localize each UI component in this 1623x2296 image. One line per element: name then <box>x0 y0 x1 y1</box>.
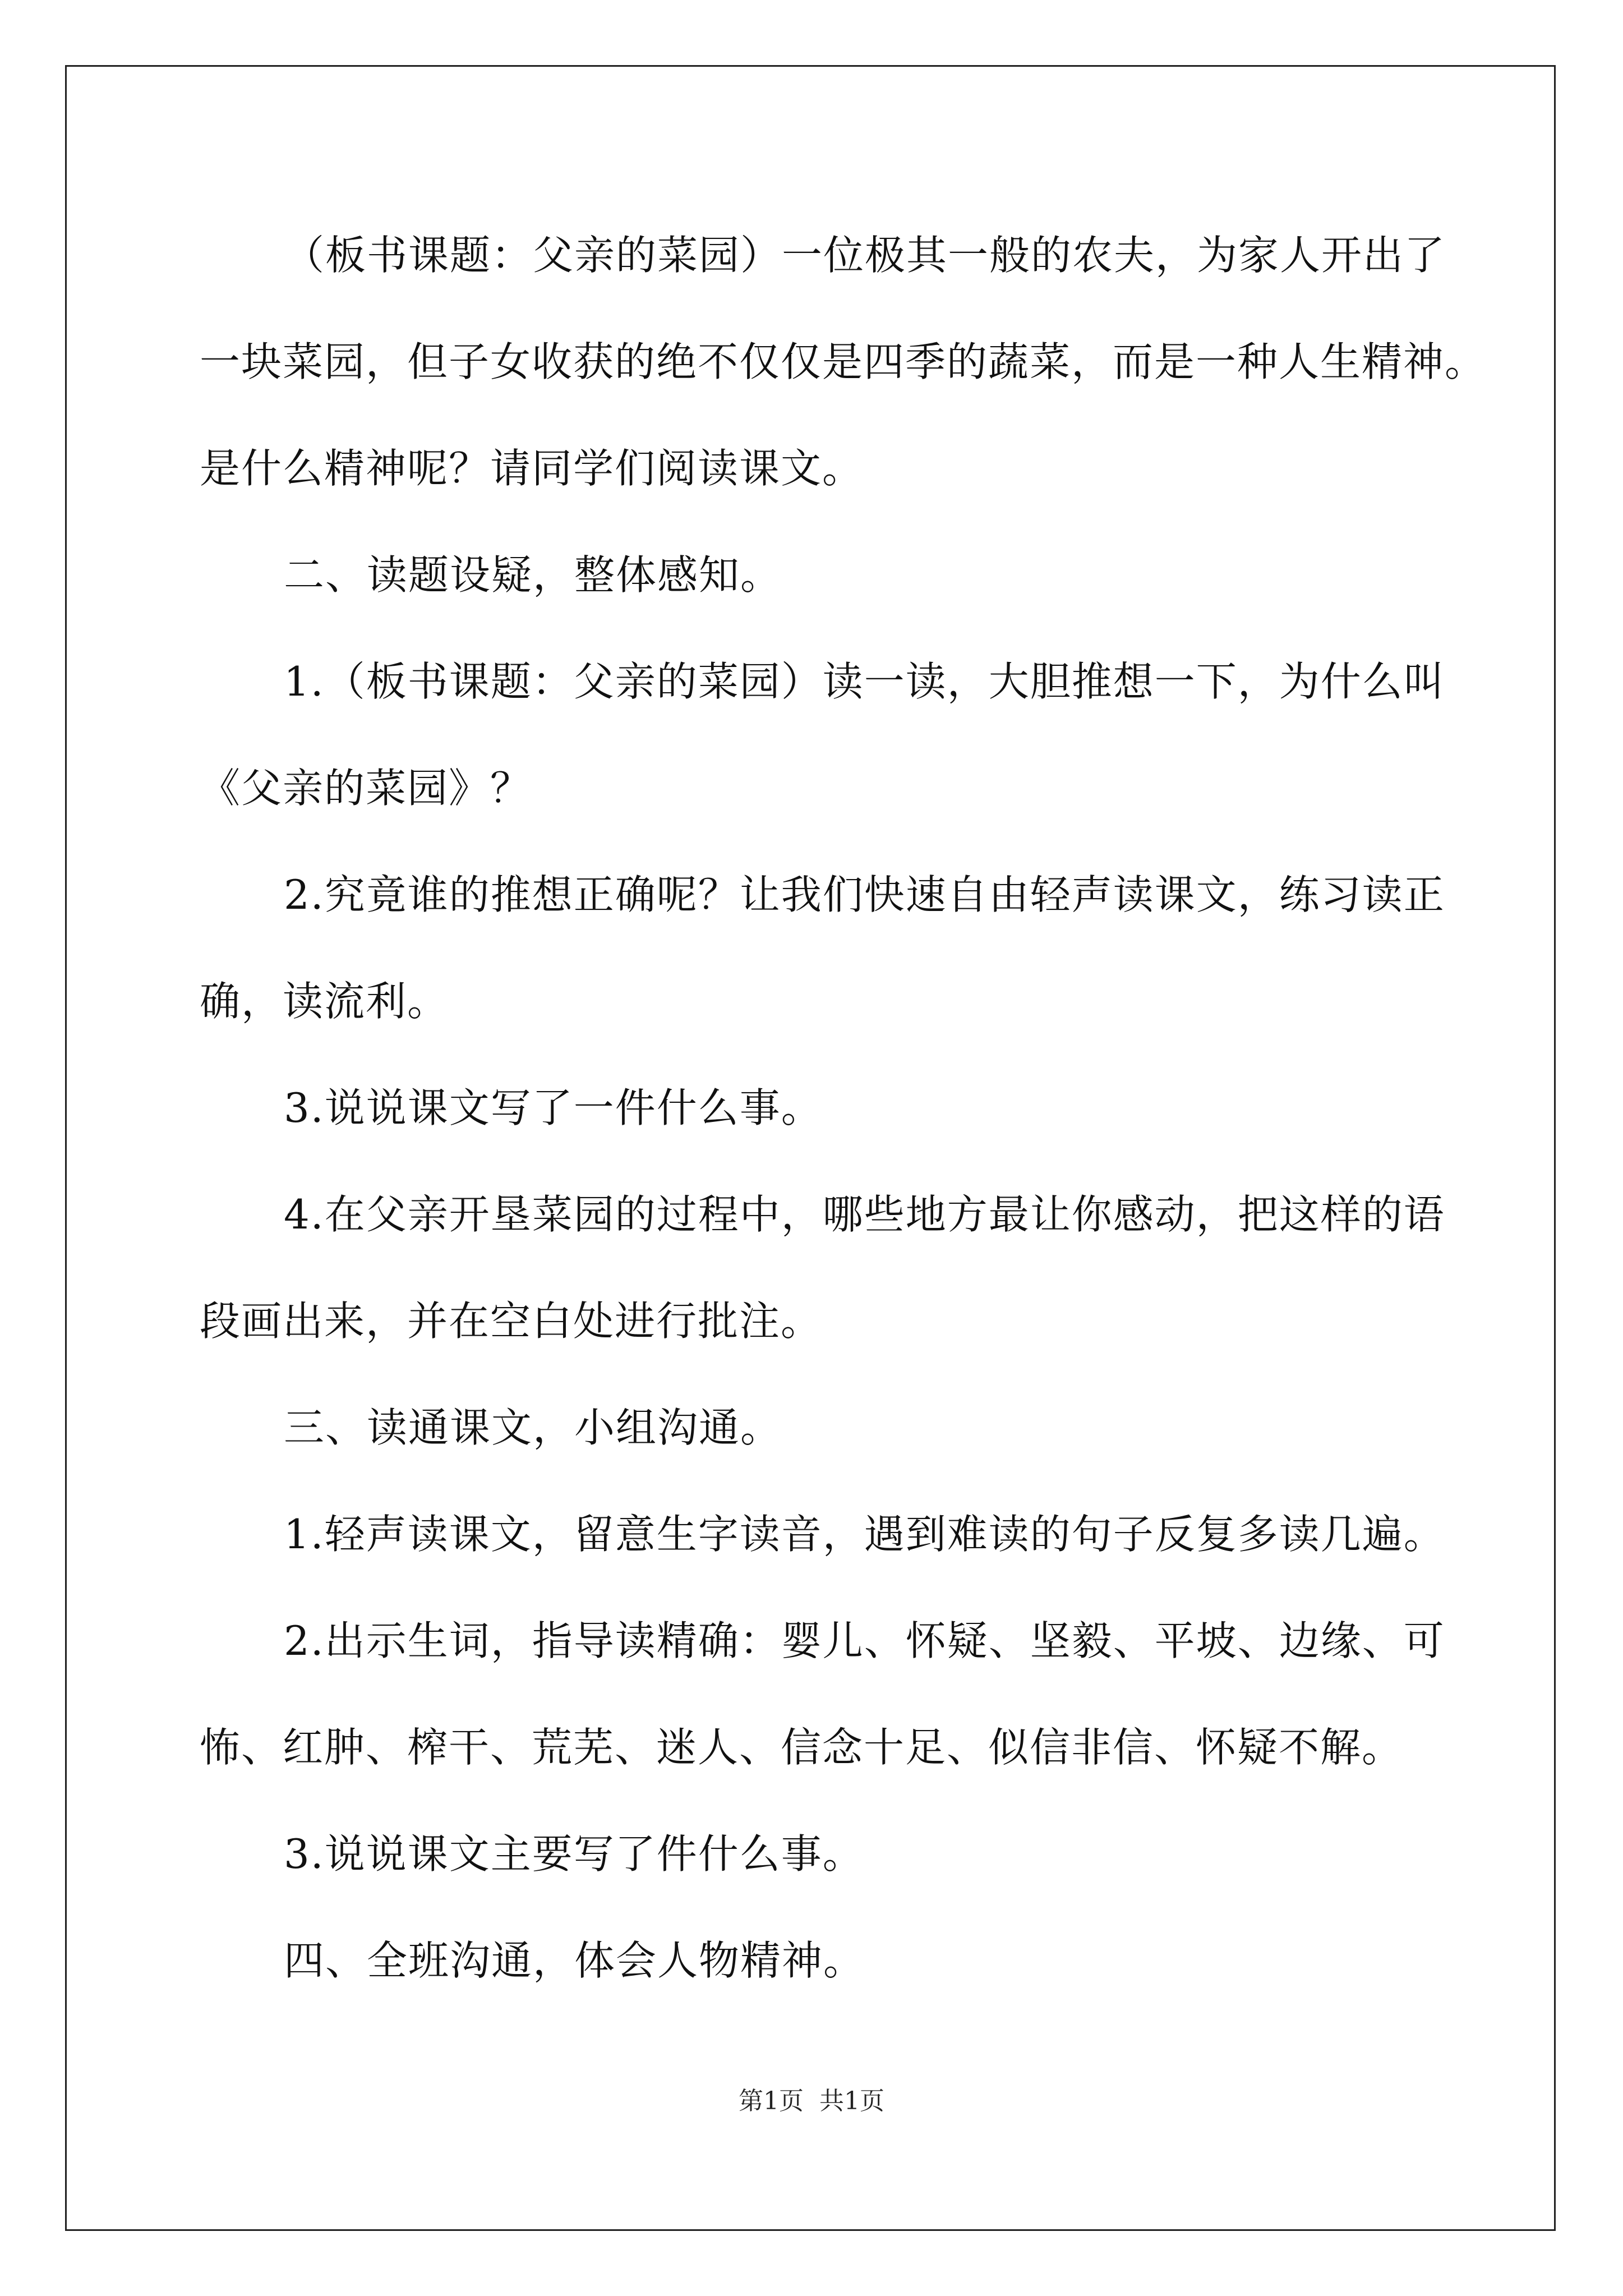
list-item: 2.出示生词，指导读精确：婴儿、怀疑、坚毅、平坡、边缘、可 <box>284 1617 1445 1664</box>
paragraph-line: 《父亲的菜园》？ <box>200 765 532 812</box>
paragraph-line: 是什么精神呢？请同学们阅读课文。 <box>200 445 864 492</box>
list-item: 3.说说课文写了一件什么事。 <box>284 1084 823 1131</box>
paragraph-line: 段画出来，并在空白处进行批注。 <box>200 1297 823 1345</box>
page-total: 共1页 <box>819 2087 884 2115</box>
document-body <box>200 202 1487 2014</box>
list-item: 4.在父亲开垦菜园的过程中，哪些地方最让你感动，把这样的语 <box>284 1191 1445 1238</box>
section-heading: 四、全班沟通，体会人物精神。 <box>284 1937 865 1984</box>
list-item: 1.（板书课题：父亲的菜园）读一读，大胆推想一下，为什么叫 <box>284 658 1445 705</box>
list-item: 2.究竟谁的推想正确呢？让我们快速自由轻声读课文，练习读正 <box>284 871 1445 918</box>
paragraph-line: 确，读流利。 <box>200 978 449 1025</box>
page-footer <box>0 2085 1623 2118</box>
list-item: 3.说说课文主要写了件什么事。 <box>284 1830 864 1878</box>
list-item: 1.轻声读课文，留意生字读音，遇到难读的句子反复多读几遍。 <box>284 1511 1445 1558</box>
paragraph-line: 一块菜园，但子女收获的绝不仅仅是四季的蔬菜，而是一种人生精神。 <box>200 338 1487 385</box>
page-number: 第1页 <box>739 2087 804 2115</box>
paragraph-line: 怖、红肿、榨干、荒芜、迷人、信念十足、似信非信、怀疑不解。 <box>200 1724 1404 1771</box>
paragraph-line: （板书课题：父亲的菜园）一位极其一般的农夫，为家人开出了 <box>284 232 1446 279</box>
section-heading: 三、读通课文，小组沟通。 <box>284 1404 782 1451</box>
section-heading: 二、读题设疑，整体感知。 <box>284 551 782 599</box>
